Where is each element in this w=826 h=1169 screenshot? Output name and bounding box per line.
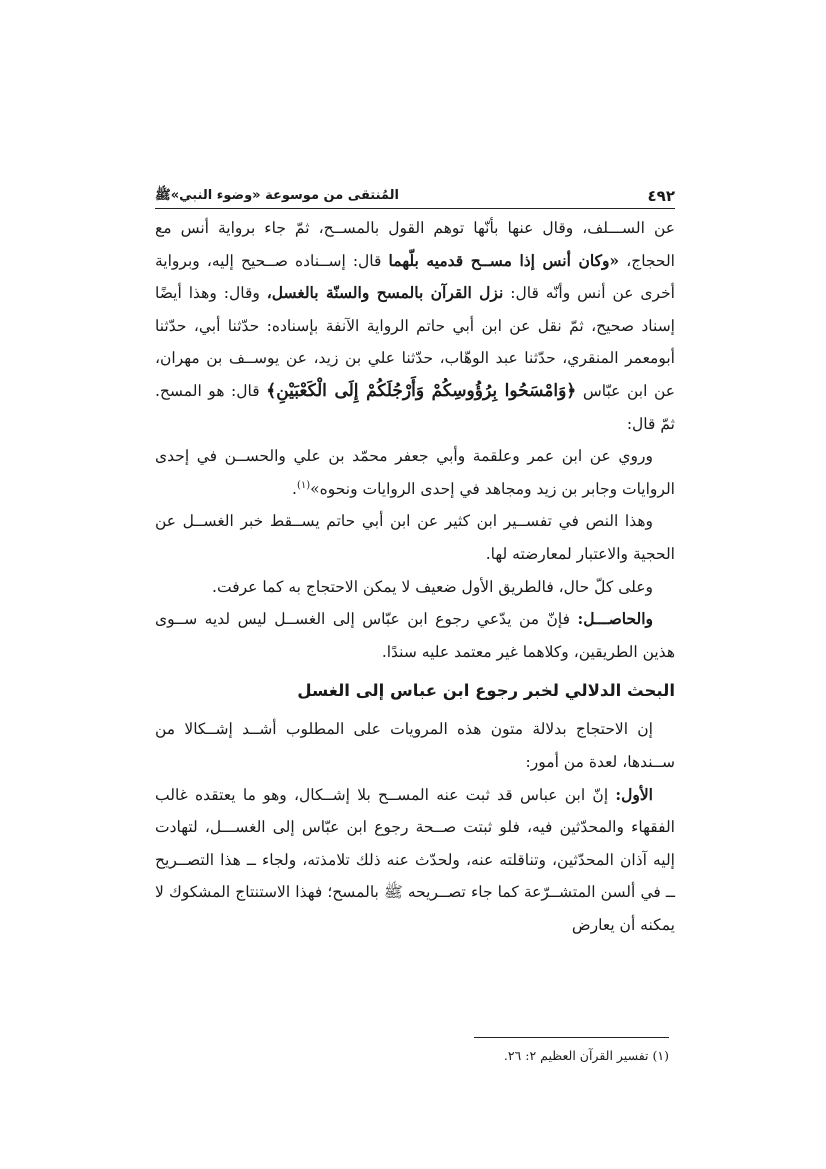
footnote: (١) تفسير القرآن العظيم ٢: ٢٦.: [503, 1048, 669, 1063]
p1-quote-bold: «وكان أنس إذا مســح قدميه بلّهما: [388, 250, 620, 270]
p1-text-e: وقال: وهذا أيضًا إسناد صحيح، ثمّ نقل عن ابن أبي حاتم الرواية الآنفة بإسناده: حدّثنا أبي، حدّثنا أبومعمر المنقري، حدّثنا عبد الوهّاب، حدّثنا علي بن زيد، عن يوســف بن مهران، عن ابن عبّاس: [155, 284, 675, 400]
paragraph-4: وعلى كلّ حال، فالطريق الأول ضعيف لا يمكن الاحتجاج به كما عرفت.: [212, 577, 653, 596]
quran-verse: ﴿وَامْسَحُوا بِرُؤُوسِكُمْ وَأَرْجُلَكُمْ إِلَى الْكَعْبَيْنِ﴾: [266, 380, 577, 401]
footnote-reference[interactable]: (١): [296, 479, 311, 491]
paragraph-3: وهذا النص في تفســير ابن كثير عن ابن أبي حاتم يســقط خبر الغســل عن الحجية والاعتبار لمعارضته لها.: [155, 512, 675, 563]
header-rule: [155, 208, 675, 209]
p1-text-a: عن الســـلف، وقال عنها بأنّها توهم القول بالمســح، ثمّ جاء برواية أنس مع الحجاج،: [155, 219, 675, 270]
section-heading: البحث الدلالي لخبر رجوع ابن عباس إلى الغسل: [297, 681, 675, 701]
paragraph-7: [155, 779, 675, 942]
footnote-rule: [474, 1037, 669, 1038]
p1-text-g: قال: هو المسح. ثمّ قال:: [155, 381, 675, 433]
paragraph-2: [155, 440, 675, 505]
p1-text-c: قال: إســناده صــحيح إليه، وبرواية أخرى عن أنس وأنّه قال:: [155, 251, 675, 303]
body-text: [155, 212, 675, 941]
p7-label: الأول:: [615, 784, 653, 804]
p5-text: فإنّ من يدّعي رجوع ابن عبّاس إلى الغســل ليس لديه ســوى هذين الطريقين، وكلاهما غير معتمد عليه سندًا.: [155, 610, 675, 661]
page-number: ٤٩٢: [647, 187, 675, 205]
p5-label: والحاصـــل:: [577, 609, 653, 629]
p7-text: إنّ ابن عباس قد ثبت عنه المســح بلا إشــكال، وهو ما يعتقده غالب الفقهاء والمحدّثين فيه، فلو ثبتت صــحة رجوع ابن عبّاس إلى الغســـل، لتهادت إليه آذان المحدّثين، وتناقلته عنه، ولحدّث عنه ذلك تلامذته، ولجاء ــ هذا التصــريح ــ في ألسن المتشــرّعة كما جاء تصــريحه ﷺ بالمسح؛ فهذا الاستنتاج المشكوك لا يمكنه أن يعارض: [155, 785, 675, 934]
paragraph-1: [155, 212, 675, 440]
running-title: المُنتقى من موسوعة «وضوء النبي»ﷺ: [155, 187, 399, 203]
paragraph-5: [155, 603, 675, 668]
p2-end: .: [292, 479, 297, 498]
p1-narration-bold: نزل القرآن بالمسح والسنّة بالغسل،: [266, 283, 504, 303]
paragraph-6: إن الاحتجاج بدلالة متون هذه المرويات على المطلوب أشــد إشــكالا من ســندها، لعدة من أمور:: [155, 720, 675, 771]
p2-text: وروي عن ابن عمر وعلقمة وأبي جعفر محمّد بن علي والحســن في إحدى الروايات وجابر بن زيد ومجاهد في إحدى الروايات ونحوه»: [155, 447, 675, 498]
running-header: [155, 184, 675, 208]
